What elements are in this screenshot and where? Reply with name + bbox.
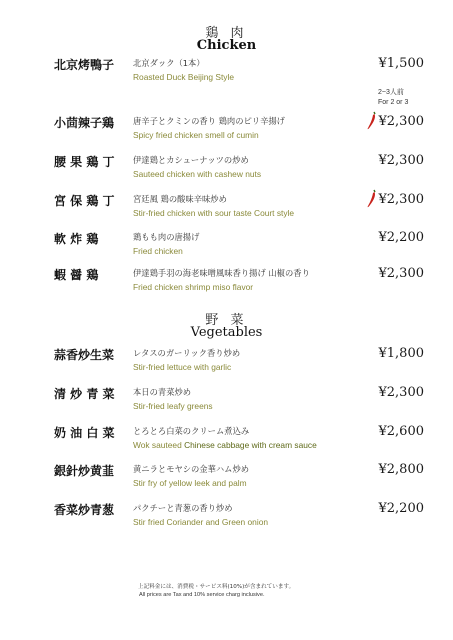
dish-name-en: Spicy fried chicken smell of cumin [133, 130, 259, 140]
dish-name-en: Stir-fried leafy greens [133, 401, 213, 411]
menu-item [0, 192, 453, 232]
dish-price: ¥2,800 [378, 462, 424, 477]
dish-name-cn: 奶 油 白 菜 [54, 426, 115, 440]
footer-note-en: All prices are Tax and 10% service charg inclusive. [139, 592, 265, 598]
dish-name-jp: レタスのガーリック香り炒め [133, 348, 241, 358]
dish-name-jp: 伊達鶏とカシューナッツの炒め [133, 155, 249, 165]
menu-item [0, 114, 453, 154]
dish-name-cn: 銀針炒黄韮 [54, 464, 115, 478]
dish-name-cn: 小茴辣子鶏 [54, 116, 115, 130]
dish-name-jp: 本日の青菜炒め [133, 387, 192, 397]
dish-name-en: Stir-fried chicken with sour taste Court style [133, 208, 295, 218]
dish-name-en: Stir fry of yellow leek and palm [133, 478, 247, 488]
dish-price: ¥2,300 [378, 192, 424, 207]
section-title-en-vegetables: Vegetables [190, 325, 263, 340]
dish-price: ¥1,500 [378, 56, 424, 71]
menu-item [0, 230, 453, 270]
dish-name-en: Fried chicken shrimp miso flavor [133, 282, 254, 292]
dish-name-cn: 北京烤鴨子 [54, 58, 115, 72]
dish-name-en-part: Wok sauteed [133, 440, 185, 450]
dish-name-en-part: Chinese cabbage with cream sauce [184, 440, 317, 450]
dish-name-jp: 黄ニラとモヤシの金華ハム炒め [133, 464, 250, 474]
dish-name-jp: パクチーと青葱の香り炒め [133, 503, 233, 513]
dish-name-jp: 北京ダック（1本） [133, 58, 205, 68]
section-title-en-chicken: Chicken [196, 38, 257, 53]
dish-price: ¥2,200 [378, 501, 424, 516]
dish-name-en: Stir-fried lettuce with garlic [133, 362, 232, 372]
dish-price: ¥2,200 [378, 230, 424, 245]
dish-name-jp: 伊達鶏手羽の海老味噌風味香り揚げ 山椒の香り [133, 268, 310, 278]
menu-item [0, 424, 453, 464]
menu-item [0, 462, 453, 502]
footer-note-jp: 上記料金には、消費税・サービス料(10%)が含まれています。 [138, 584, 295, 590]
dish-name-jp: 唐辛子とクミンの香り 鶏肉のピリ辛揚げ [133, 116, 285, 126]
dish-name-jp: とろとろ白菜のクリーム煮込み [133, 426, 250, 436]
dish-name-cn: 清 炒 青 菜 [54, 387, 115, 401]
chili-pepper-icon [366, 111, 378, 131]
dish-name-en: Fried chicken [133, 246, 183, 256]
menu-item [0, 266, 453, 306]
dish-name-en [133, 440, 317, 450]
dish-name-cn: 宮 保 鶏 丁 [54, 194, 115, 208]
dish-name-jp: 宮廷風 鶏の酸味辛味炒め [133, 194, 227, 204]
menu-item [0, 385, 453, 425]
dish-name-jp: 鶏もも肉の唐揚げ [133, 232, 200, 242]
dish-name-cn: 香菜炒青葱 [54, 503, 115, 517]
menu-item [0, 153, 453, 193]
chili-pepper-icon [366, 189, 378, 209]
dish-price: ¥1,800 [378, 346, 424, 361]
menu-item [0, 501, 453, 541]
menu-item [0, 346, 453, 386]
dish-price: ¥2,300 [378, 385, 424, 400]
dish-price: ¥2,300 [378, 114, 424, 129]
dish-price: ¥2,600 [378, 424, 424, 439]
serving-note-en: For 2 or 3 [378, 99, 409, 106]
dish-name-cn: 蝦 醤 鶏 [54, 268, 99, 282]
section-title-jp-chicken: 鶏 肉 [205, 26, 248, 41]
serving-note [378, 88, 408, 108]
section-title-jp-vegetables: 野 菜 [205, 313, 248, 328]
dish-name-en: Sauteed chicken with cashew nuts [133, 169, 262, 179]
dish-name-en: Roasted Duck Beijing Style [133, 72, 235, 82]
dish-price: ¥2,300 [378, 153, 424, 168]
dish-price: ¥2,300 [378, 266, 424, 281]
dish-name-cn: 軟 炸 鶏 [54, 232, 99, 246]
dish-name-en: Stir fried Coriander and Green onion [133, 517, 269, 527]
dish-name-cn: 腰 果 鶏 丁 [54, 155, 115, 169]
serving-note-jp: 2~3人前 [378, 89, 404, 96]
dish-name-cn: 蒜香炒生菜 [54, 348, 115, 362]
